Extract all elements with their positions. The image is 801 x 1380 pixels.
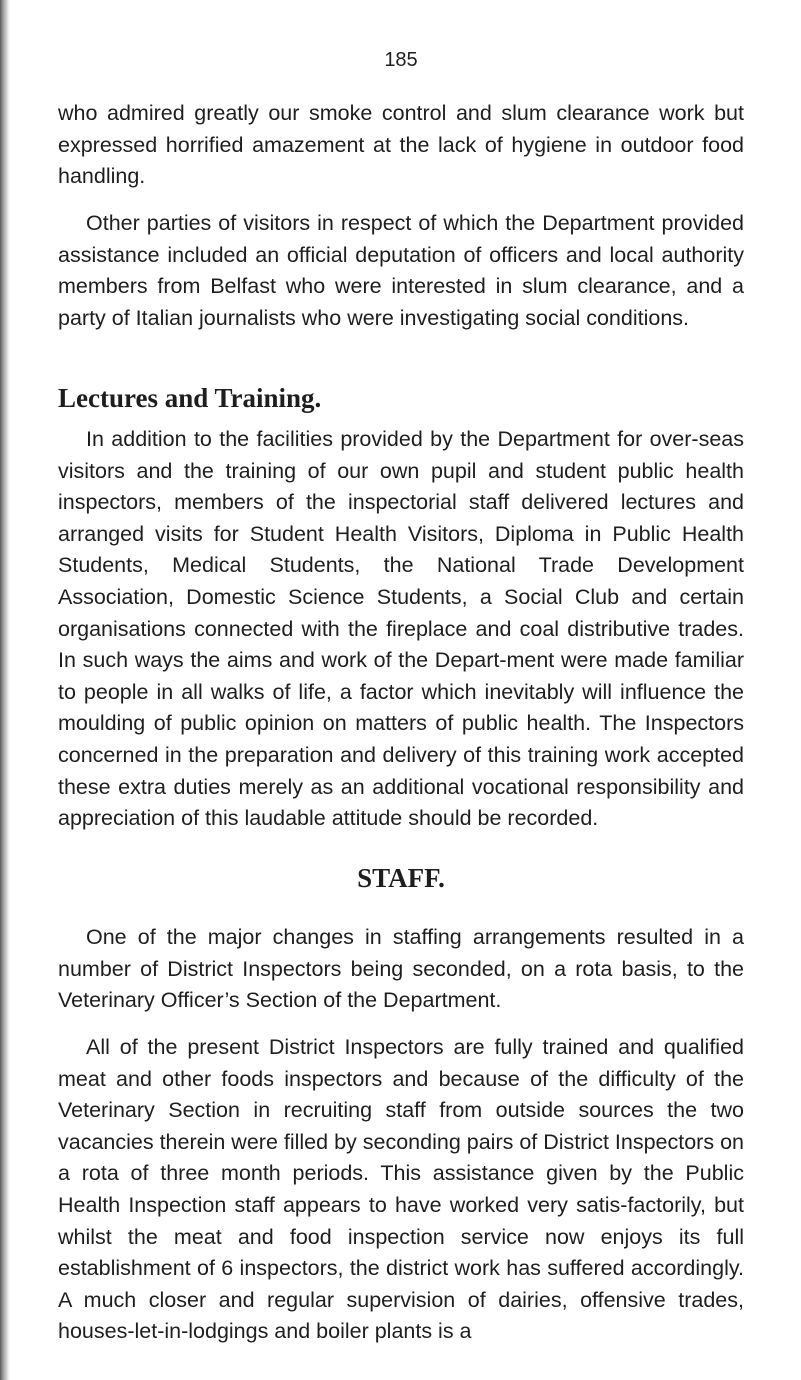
intro-paragraph-continued: who admired greatly our smoke control and slum clearance work but expressed horrified amazement at the lack of hygiene in outdoor food handling.	[58, 101, 744, 189]
page-spine-shadow	[0, 0, 10, 1380]
staff-paragraph-changes: One of the major changes in staffing arrangements resulted in a number of District Inspectors being seconded, on a rota basis, to the Veterinary Officer’s Section of the Department.	[58, 925, 744, 1013]
lectures-paragraph: In addition to the facilities provided by the Department for over-seas visitors and the training of our own pupil and student public health inspectors, members of the inspectorial staff delivered lectures and arranged visits for Student Health Visitors, Diploma in Public Health Students, Medical Students, the National Trade Development Association, Domestic Science Students, a Social Club and certain organisations connected with the fireplace and coal distributive trades. In such ways the aims and work of the Depart-ment were made familiar to people in all walks of life, a factor which inevitably will influence the moulding of public opinion on matters of public health. The Inspectors concerned in the preparation and delivery of this training work accepted these extra duties merely as an additional vocational responsibility and appreciation of this laudable attitude should be recorded.	[58, 427, 744, 831]
intro-paragraph-visitors: Other parties of visitors in respect of which the Department provided assistance included an official deputation of officers and local authority members from Belfast who were interested in slum clearance, and a party of Italian journalists who were investigating social conditions.	[58, 211, 744, 330]
staff-paragraph-inspectors: All of the present District Inspectors are fully trained and qualified meat and other foods inspectors and because of the difficulty of the Veterinary Section in recruiting staff from outside sources the two vacancies therein were filled by seconding pairs of District Inspectors on a rota of three month periods. This assistance given by the Public Health Inspection staff appears to have worked very satis-factorily, but whilst the meat and food inspection service now enjoys its full establishment of 6 inspectors, the district work has suffered accordingly. A much closer and regular supervision of dairies, offensive trades, houses-let-in-lodgings and boiler plants is a	[58, 1035, 744, 1344]
lectures-heading: Lectures and Training.	[58, 383, 322, 413]
page-number: 185	[384, 49, 418, 71]
staff-heading: STAFF.	[357, 863, 445, 893]
